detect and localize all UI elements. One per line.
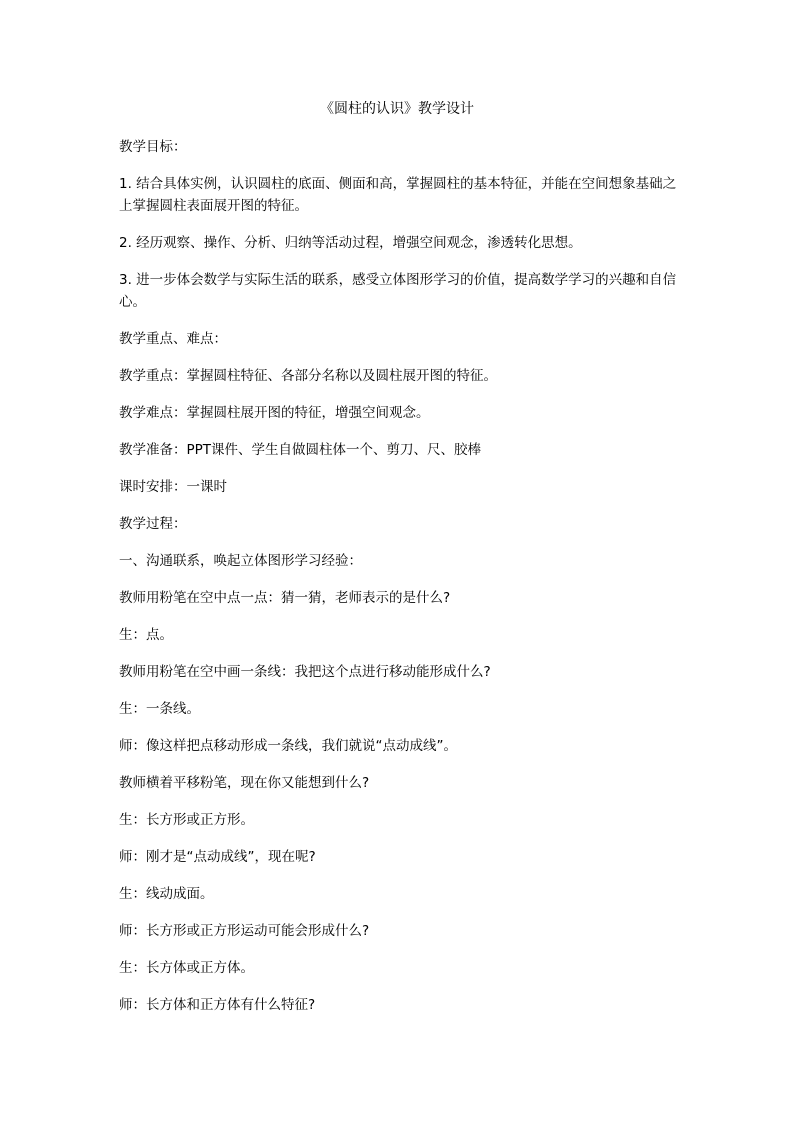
document-title: 《圆柱的认识》教学设计 (320, 101, 474, 117)
paragraph-dialogue: 师：像这样把点移动形成一条线，我们就说“点动成线”。 (119, 738, 457, 754)
paragraph-objectives-heading: 教学目标： (119, 139, 187, 155)
paragraph-objective-2: 2. 经历观察、操作、分析、归纳等活动过程，增强空间观念，渗透转化思想。 (119, 235, 582, 251)
paragraph-dialogue: 生：长方体或正方体。 (119, 960, 254, 976)
paragraph-objective-3: 3. 进一步体会数学与实际生活的联系，感受立体图形学习的价值，提高数学学习的兴趣和自信心。 (119, 272, 677, 310)
paragraph-dialogue: 生：一条线。 (119, 701, 200, 717)
paragraph-schedule: 课时安排：一课时 (119, 479, 227, 495)
paragraph-section-1: 一、沟通联系，唤起立体图形学习经验： (119, 553, 362, 569)
paragraph-dialogue: 师：长方体和正方体有什么特征? (119, 997, 316, 1013)
paragraph-preparation: 教学准备：PPT课件、学生自做圆柱体一个、剪刀、尺、胶棒 (119, 442, 482, 458)
paragraph-dialogue: 生：长方形或正方形。 (119, 812, 254, 828)
paragraph-dialogue: 师：长方形或正方形运动可能会形成什么? (119, 923, 370, 939)
paragraph-dialogue: 生：点。 (119, 627, 173, 643)
paragraph-process-heading: 教学过程： (119, 516, 187, 532)
paragraph-difficult-point: 教学难点：掌握圆柱展开图的特征，增强空间观念。 (119, 405, 430, 421)
document-body (119, 136, 679, 1031)
paragraph-dialogue: 师：刚才是“点动成线”，现在呢? (119, 849, 316, 865)
paragraph-dialogue: 教师横着平移粉笔，现在你又能想到什么? (119, 775, 370, 791)
paragraph-key-point: 教学重点：掌握圆柱特征、各部分名称以及圆柱展开图的特征。 (119, 368, 497, 384)
paragraph-key-points-heading: 教学重点、难点： (119, 331, 227, 347)
paragraph-dialogue: 教师用粉笔在空中点一点：猜一猜，老师表示的是什么? (119, 590, 451, 606)
paragraph-objective-1: 1. 结合具体实例，认识圆柱的底面、侧面和高，掌握圆柱的基本特征，并能在空间想象基础之上掌握圆柱表面展开图的特征。 (119, 176, 677, 214)
paragraph-dialogue: 教师用粉笔在空中画一条线：我把这个点进行移动能形成什么? (119, 664, 491, 680)
paragraph-dialogue: 生：线动成面。 (119, 886, 214, 902)
